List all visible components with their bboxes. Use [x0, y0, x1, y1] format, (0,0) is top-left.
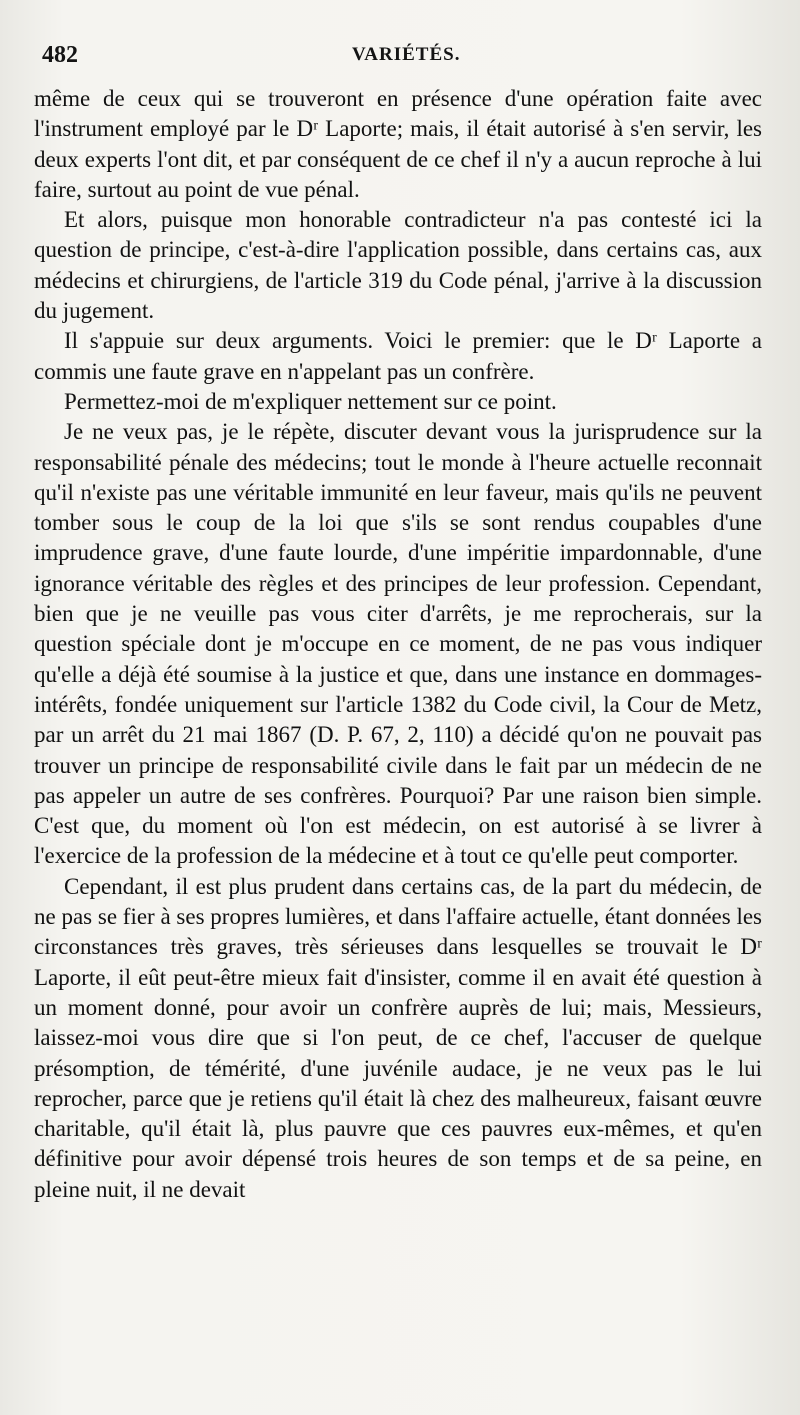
body-text — [34, 84, 762, 1205]
paragraph: Et alors, puisque mon honorable contradicteur n'a pas contesté ici la question de principe, c'est-à-dire l'application possible, dans certains cas, aux médecins et chirurgiens, de l'article 319 du Code pénal, j'arrive à la discussion du jugement. — [34, 207, 762, 324]
paragraph: même de ceux qui se trouveront en présence d'une opération faite avec l'instrument employé par le Dʳ Laporte; mais, il était autorisé à s'en servir, les deux experts l'ont dit, et par conséquent de ce chef il n'y a aucun reproche à lui faire, surtout au point de vue pénal. — [34, 86, 762, 202]
paragraph: Il s'appuie sur deux arguments. Voici le premier: que le Dʳ Laporte a commis une faute grave en n'appelant pas un confrère. — [34, 328, 762, 384]
page-number: 482 — [42, 42, 78, 68]
paragraph: Cependant, il est plus prudent dans certains cas, de la part du médecin, de ne pas se fier à ses propres lumières, et dans l'affaire actuelle, étant données les circonstances très graves, très sérieuses dans lesquelles se trouvait le Dʳ Laporte, il eût peut-être mieux fait d'insister, comme il en avait été question à un moment donné, pour avoir un confrère auprès de lui; mais, Messieurs, laissez-moi vous dire que si l'on peut, de ce chef, l'accuser de quelque présomption, de témérité, d'une juvénile audace, je ne veux pas le lui reprocher, parce que je retiens qu'il était là chez des malheureux, faisant œuvre charitable, qu'il était là, plus pauvre que ces pauvres eux-mêmes, et qu'en définitive pour avoir dépensé trois heures de son temps et de sa peine, en pleine nuit, il ne devait — [34, 873, 762, 1202]
paragraph: Je ne veux pas, je le répète, discuter devant vous la jurisprudence sur la responsabilité pénale des médecins; tout le monde à l'heure actuelle reconnait qu'il n'existe pas une véritable immunité en leur faveur, mais qu'ils ne peuvent tomber sous le coup de la loi que s'ils se sont rendus coupables d'une imprudence grave, d'une faute lourde, d'une impéritie impardonnable, d'une ignorance véritable des règles et des principes de leur profession. Cependant, bien que je ne veuille pas vous citer d'arrêts, je me reprocherais, sur la question spéciale dont je m'occupe en ce moment, de ne pas vous indiquer qu'elle a déjà été soumise à la justice et que, dans une instance en dommages-intérêts, fondée uniquement sur l'article 1382 du Code civil, la Cour de Metz, par un arrêt du 21 mai 1867 (D. P. 67, 2, 110) a décidé qu'on ne pouvait pas trouver un principe de responsabilité civile dans le fait par un médecin de ne pas appeler un autre de ses confrères. Pourquoi? Par une raison bien simple. C'est que, du moment où l'on est médecin, on est autorisé à se livrer à l'exercice de la profession de la médecine et à tout ce qu'elle peut comporter. — [34, 419, 762, 869]
paragraph: Permettez-moi de m'expliquer nettement sur ce point. — [64, 388, 557, 414]
running-head: VARIÉTÉS. — [352, 44, 461, 65]
page-header — [42, 42, 760, 72]
